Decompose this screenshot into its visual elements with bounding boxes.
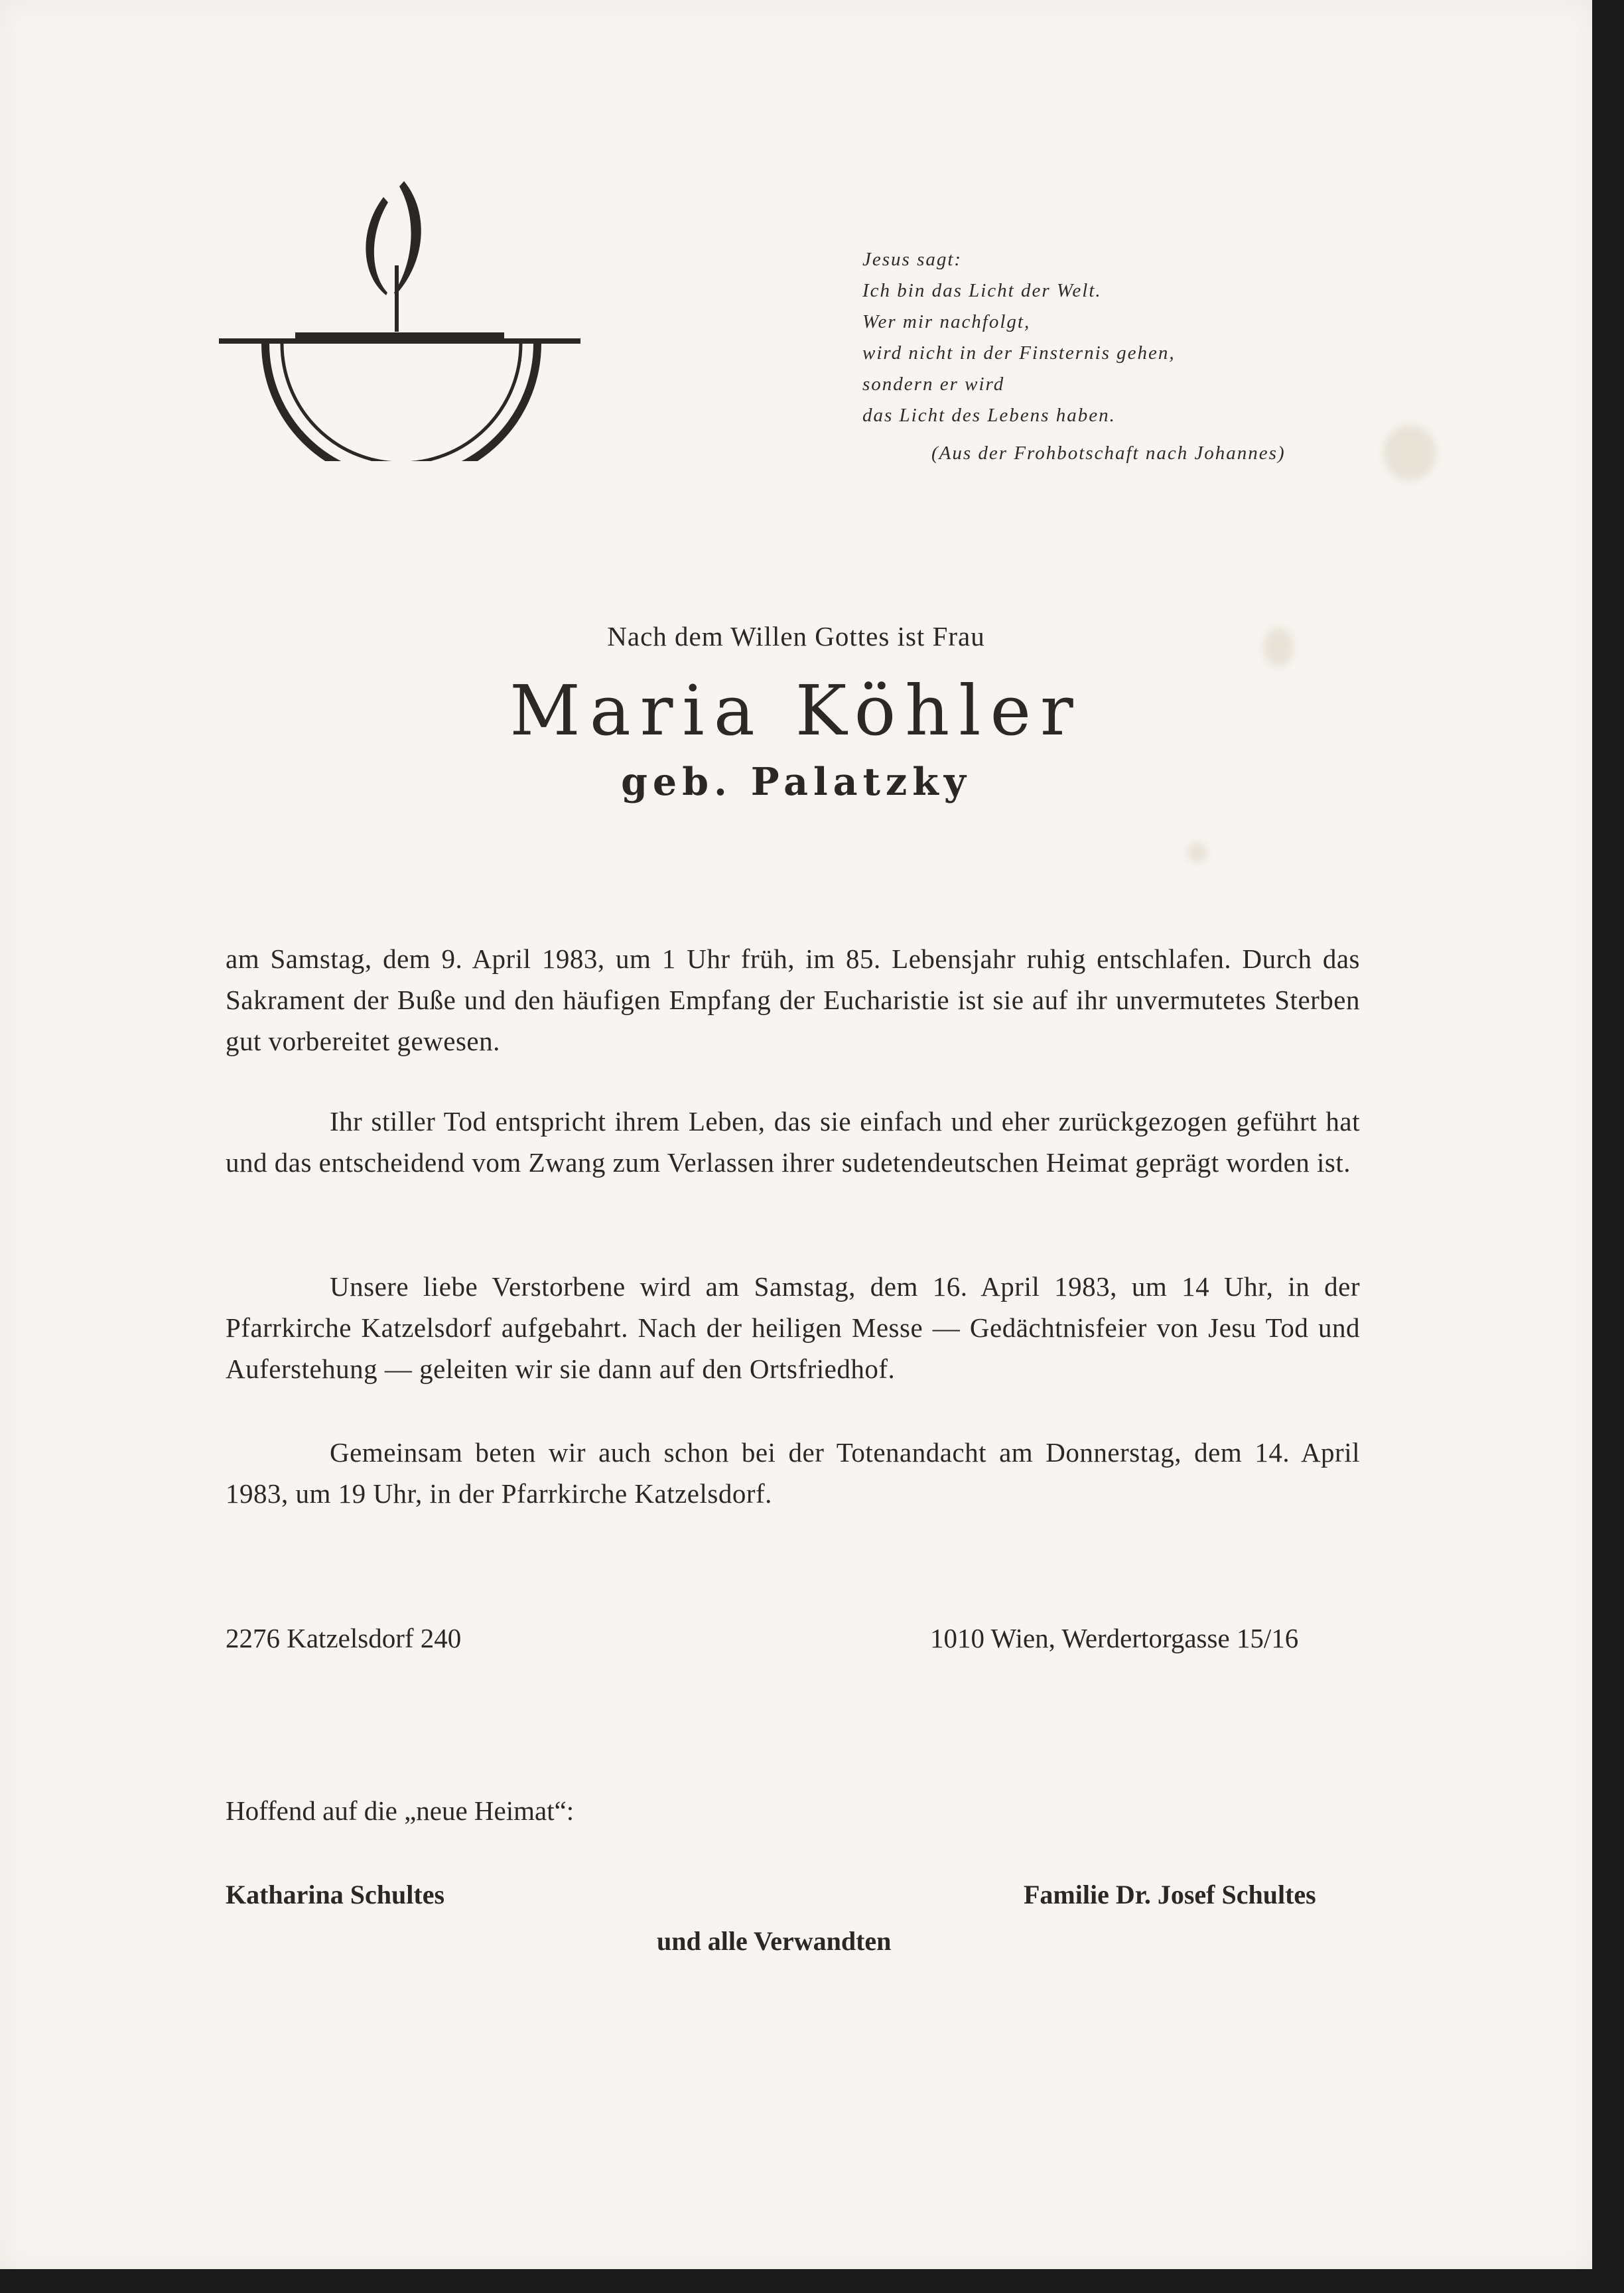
paragraph-funeral: Unsere liebe Verstorbene wird am Samstag, dem 16. April 1983, um 14 Uhr, in der Pfarrkirche Katzelsdorf aufgebahrt. Nach der heiligen Messe — Gedächtnisfeier von Jesu Tod und Auferstehung — geleiten wir sie dann auf den Ortsfriedhof. [226, 1271, 1360, 1384]
address-katzelsdorf: 2276 Katzelsdorf 240 [226, 1623, 462, 1653]
signatory-right: Familie Dr. Josef Schultes [1024, 1880, 1316, 1910]
lamp-flame-logo [219, 176, 580, 461]
paragraph-death-notice: am Samstag, dem 9. April 1983, um 1 Uhr früh, im 85. Lebensjahr ruhig entschlafen. Durch das Sakrament der Buße und den häufigen Empfang der Eucharistie ist sie auf ihr unvermutetes Sterben gut vorbereitet gewesen. [226, 943, 1360, 1056]
paper-stain [1187, 843, 1207, 863]
signatory-center: und alle Verwandten [657, 1926, 892, 1956]
hope-line: Hoffend auf die „neue Heimat“: [226, 1795, 575, 1826]
deceased-name: Maria Köhler [509, 670, 1083, 751]
verse-line: Jesus sagt: [862, 249, 963, 270]
verse-line: Wer mir nachfolgt, [862, 311, 1031, 332]
verse-source: (Aus der Frohbotschaft nach Johannes) [931, 443, 1286, 464]
verse-line: wird nicht in der Finsternis gehen, [862, 342, 1176, 364]
verse-line: sondern er wird [862, 374, 1005, 395]
address-wien: 1010 Wien, Werdertorgasse 15/16 [930, 1623, 1299, 1653]
paragraph-vigil: Gemeinsam beten wir auch schon bei der Totenandacht am Donnerstag, dem 14. April 1983, um 19 Uhr, in der Pfarrkirche Katzelsdorf. [226, 1437, 1360, 1509]
verse-line: das Licht des Lebens haben. [862, 405, 1116, 426]
paper-stain [1383, 425, 1436, 481]
verse-line: Ich bin das Licht der Welt. [862, 280, 1102, 301]
paragraph-life: Ihr stiller Tod entspricht ihrem Leben, das sie einfach und eher zurückgezogen geführt hat und das entscheidend vom Zwang zum Verlassen ihrer sudetendeutschen Heimat geprägt worden ist. [226, 1106, 1360, 1178]
signatory-left: Katharina Schultes [226, 1880, 445, 1910]
bible-verse [862, 244, 1286, 469]
maiden-name: geb. Palatzky [621, 760, 971, 804]
announcement-intro: Nach dem Willen Gottes ist Frau [607, 621, 985, 652]
